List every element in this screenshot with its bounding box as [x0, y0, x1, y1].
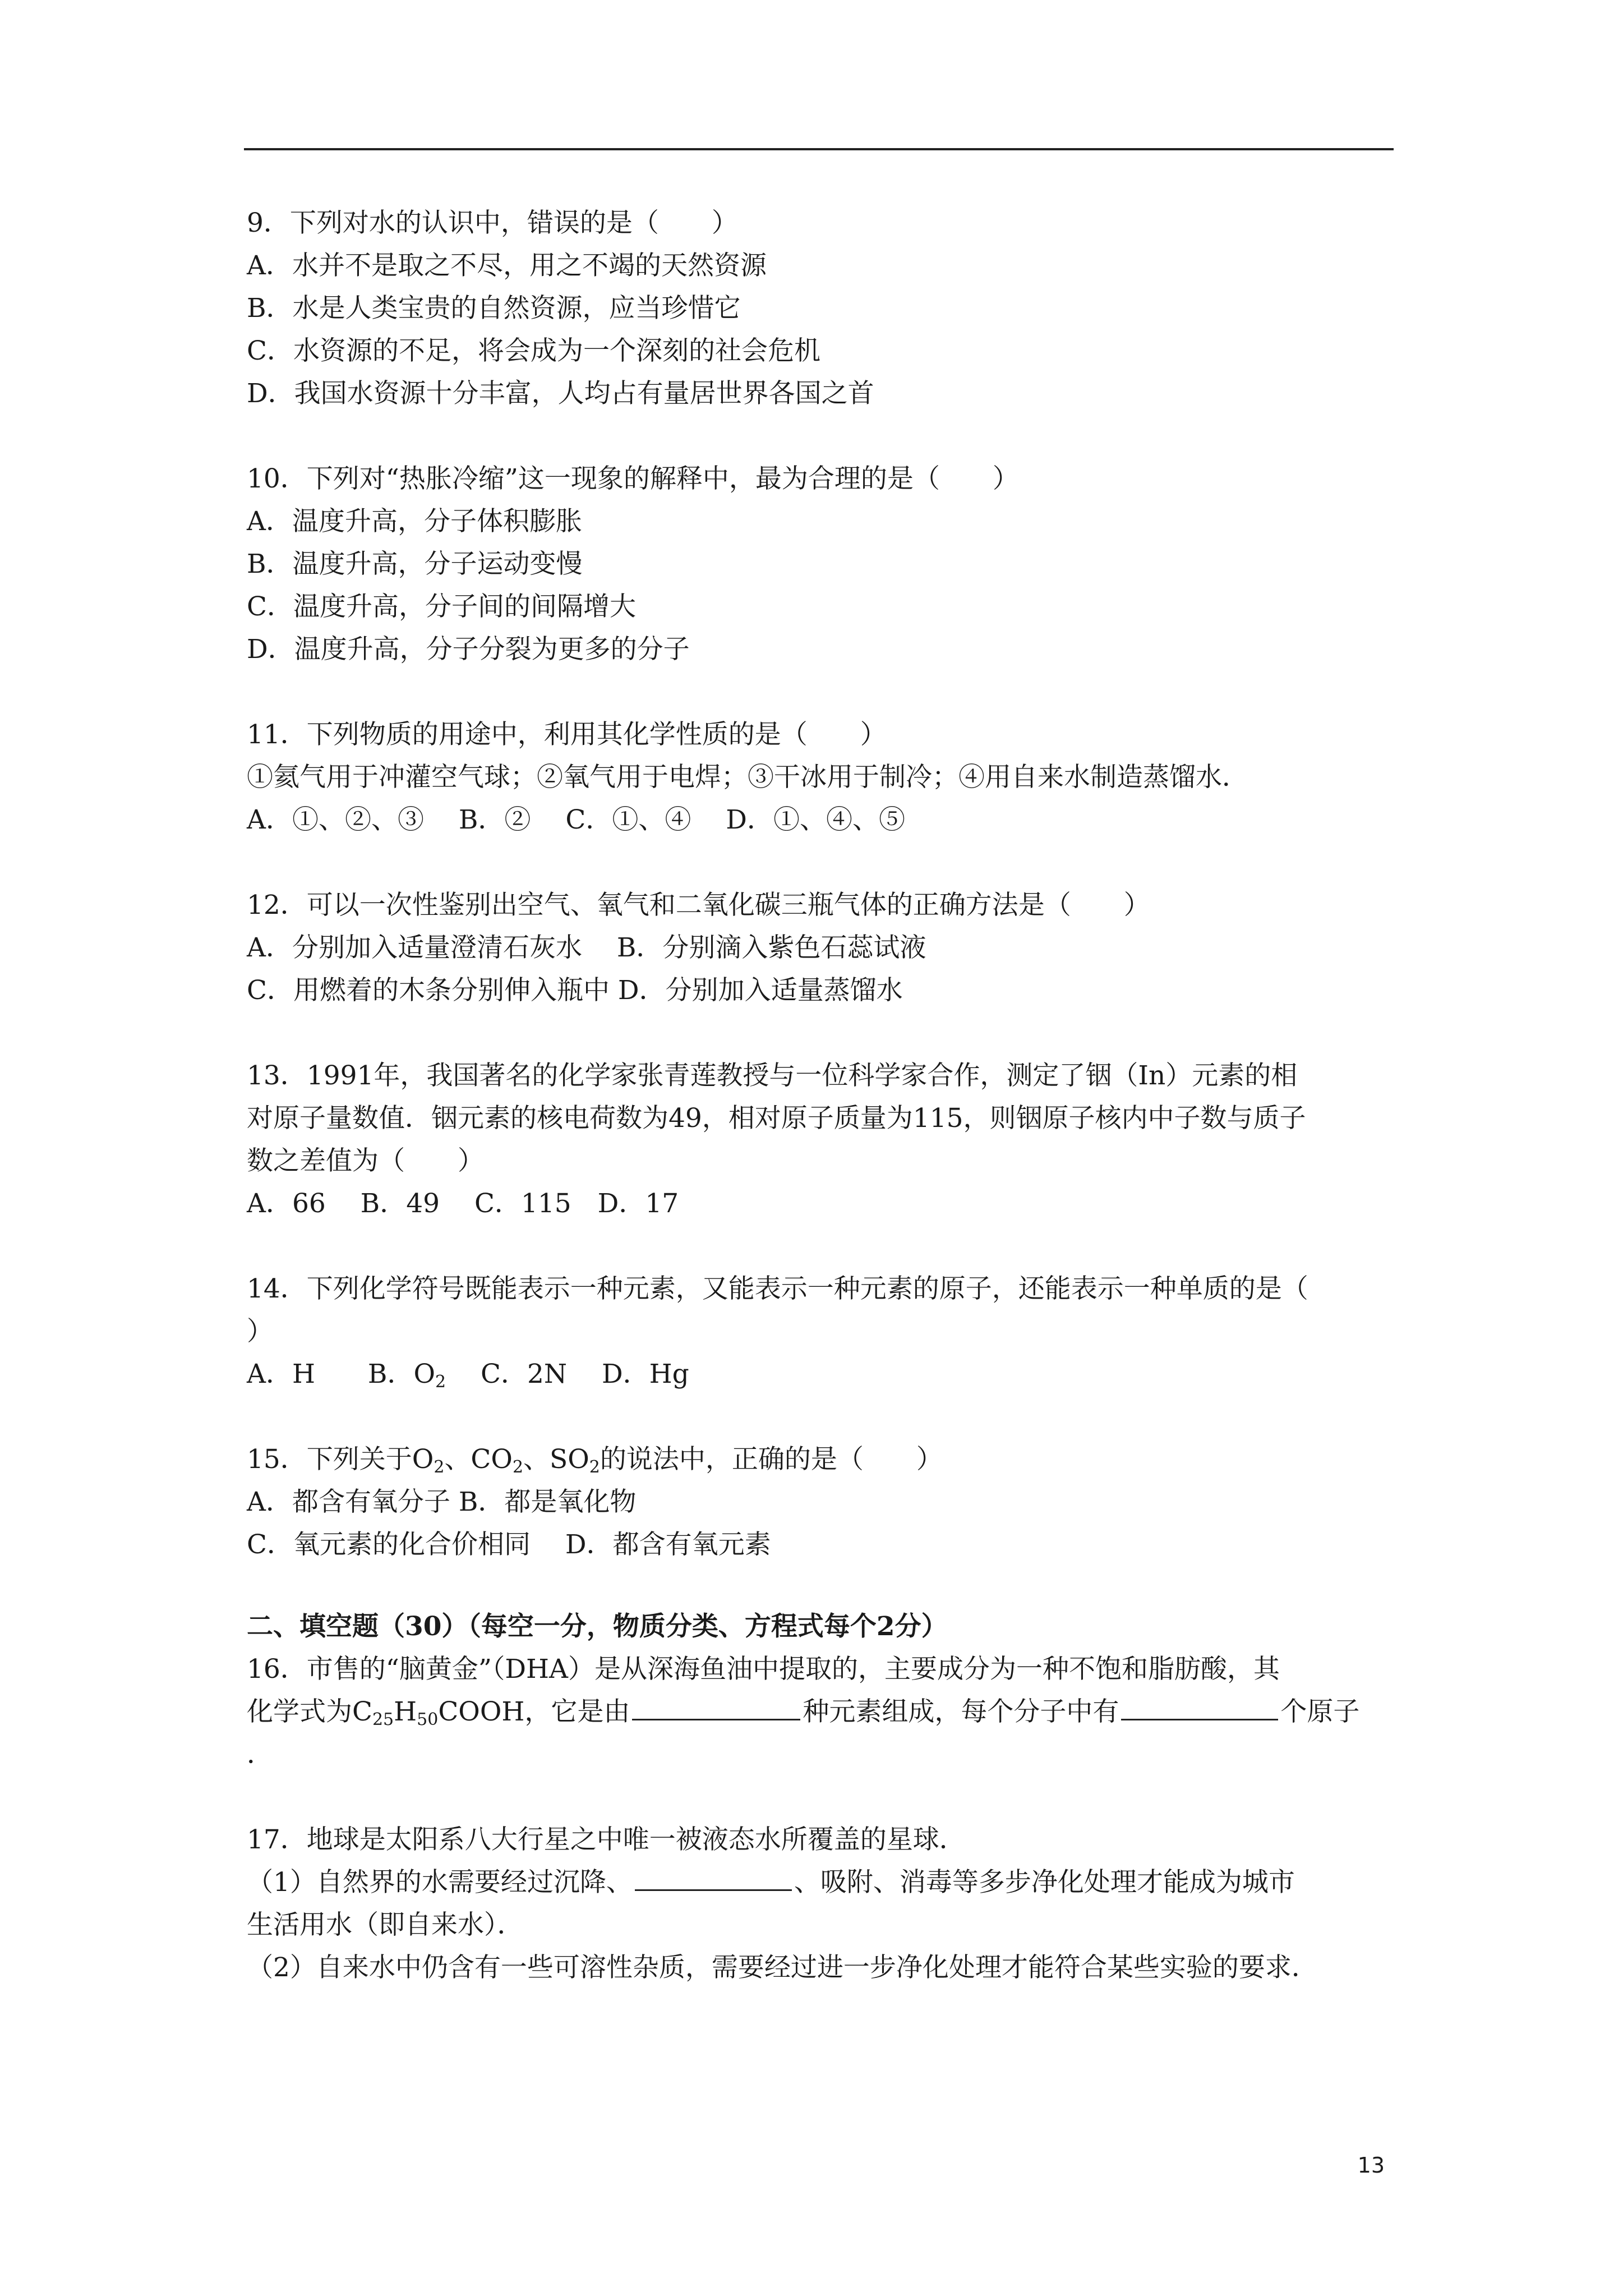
option-text: A．H B．O	[247, 1359, 435, 1389]
question-9	[247, 202, 1396, 415]
question-items: ①氦气用于冲灌空气球；②氧气用于电焊；③干冰用于制冷；④用自来水制造蒸馏水．	[247, 762, 1248, 793]
options-a-b: A．分别加入适量澄清石灰水 B．分别滴入紫色石蕊试液	[247, 932, 926, 963]
question-stem: 12．可以一次性鉴别出空气、氧气和二氧化碳三瓶气体的正确方法是（ ）	[247, 890, 1150, 921]
option-a: A．温度升高，分子体积膨胀	[247, 506, 582, 537]
question-stem-line: 数之差值为（ ）	[247, 1145, 484, 1176]
exam-content	[247, 202, 1396, 2032]
options-c-d: C．用燃着的木条分别伸入瓶中 D．分别加入适量蒸馏水	[247, 975, 903, 1006]
stem-text: 、吸附、消毒等多步净化处理才能成为城市	[794, 1867, 1295, 1898]
stem-text: COOH，它是由	[438, 1696, 630, 1727]
stem-text: 种元素组成，每个分子中有	[803, 1696, 1119, 1727]
stem-text: H	[394, 1696, 417, 1727]
question-stem-line: 对原子量数值．铟元素的核电荷数为49，相对原子质量为115，则铟原子核内中子数与质子	[247, 1103, 1306, 1134]
option-c: C．温度升高，分子间的间隔增大	[247, 591, 636, 622]
answer-blank[interactable]	[1121, 1691, 1278, 1720]
page-number: 13	[1357, 2153, 1385, 2178]
question-stem-line: 13．1991年，我国著名的化学家张青莲教授与一位科学家合作，测定了铟（In）元素的相	[247, 1060, 1298, 1091]
options-line	[247, 1353, 1396, 1396]
stem-text: 、CO	[444, 1444, 513, 1475]
option-text: C．2N D．Hg	[446, 1359, 689, 1389]
question-stem-line: 生活用水（即自来水）．	[247, 1910, 524, 1940]
options-c-d: C．氧元素的化合价相同 D．都含有氧元素	[247, 1529, 771, 1560]
question-stem: 10．下列对“热胀冷缩”这一现象的解释中，最为合理的是（ ）	[247, 463, 1019, 494]
question-13	[247, 1055, 1396, 1225]
question-16	[247, 1648, 1396, 1776]
option-a: A．水并不是取之不尽，用之不竭的天然资源	[247, 250, 767, 281]
question-stem-line: 17．地球是太阳系八大行星之中唯一被液态水所覆盖的星球．	[247, 1824, 966, 1855]
question-14	[247, 1268, 1396, 1396]
question-15	[247, 1438, 1396, 1566]
subscript: 2	[435, 1372, 446, 1392]
question-17	[247, 1819, 1396, 1989]
question-12	[247, 884, 1396, 1012]
stem-text: 15．下列关于O	[247, 1444, 434, 1475]
header-rule	[244, 148, 1394, 150]
subscript: 50	[417, 1710, 439, 1729]
question-stem-line: 14．下列化学符号既能表示一种元素，又能表示一种元素的原子，还能表示一种单质的是（	[247, 1273, 1308, 1304]
question-10	[247, 458, 1396, 671]
stem-text: 化学式为C	[247, 1696, 372, 1727]
option-d: D．温度升高，分子分裂为更多的分子	[247, 634, 690, 665]
subscript: 25	[372, 1710, 394, 1729]
question-stem: 9．下列对水的认识中，错误的是（ ）	[247, 208, 738, 238]
question-stem-line: ）	[247, 1316, 273, 1347]
question-stem	[247, 1438, 1396, 1481]
question-stem-line: 16．市售的“脑黄金”（DHA）是从深海鱼油中提取的，主要成分为一种不饱和脂肪酸，其	[247, 1654, 1280, 1685]
subscript: 2	[512, 1457, 524, 1477]
stem-text: 的说法中，正确的是（ ）	[600, 1444, 943, 1475]
subscript: 2	[589, 1457, 600, 1477]
question-stem: 11．下列物质的用途中，利用其化学性质的是（ ）	[247, 719, 887, 750]
options-line: A．①、②、③ B．② C．①、④ D．①、④、⑤	[247, 804, 905, 835]
question-11	[247, 714, 1396, 841]
option-b: B．水是人类宝贵的自然资源，应当珍惜它	[247, 293, 741, 324]
section-heading: 二、填空题（30）（每空一分，物质分类、方程式每个2分）	[247, 1611, 948, 1642]
option-b: B．温度升高，分子运动变慢	[247, 549, 583, 579]
options-line: A．66 B．49 C．115 D．17	[247, 1188, 679, 1219]
question-stem-line	[247, 1691, 1396, 1733]
answer-blank[interactable]	[635, 1861, 792, 1891]
option-d: D．我国水资源十分丰富，人均占有量居世界各国之首	[247, 378, 874, 409]
question-stem-line	[247, 1861, 1396, 1904]
stem-text: （1）自然界的水需要经过沉降、	[247, 1867, 633, 1898]
question-stem-line: ．	[247, 1739, 273, 1770]
subscript: 2	[434, 1457, 445, 1477]
stem-text: 、SO	[523, 1444, 589, 1475]
answer-blank[interactable]	[632, 1691, 800, 1720]
stem-text: 个原子	[1280, 1696, 1360, 1727]
question-stem-line: （2）自来水中仍含有一些可溶性杂质，需要经过进一步净化处理才能符合某些实验的要求．	[247, 1952, 1318, 1983]
options-a-b: A．都含有氧分子 B．都是氧化物	[247, 1487, 637, 1517]
option-c: C．水资源的不足，将会成为一个深刻的社会危机	[247, 335, 820, 366]
